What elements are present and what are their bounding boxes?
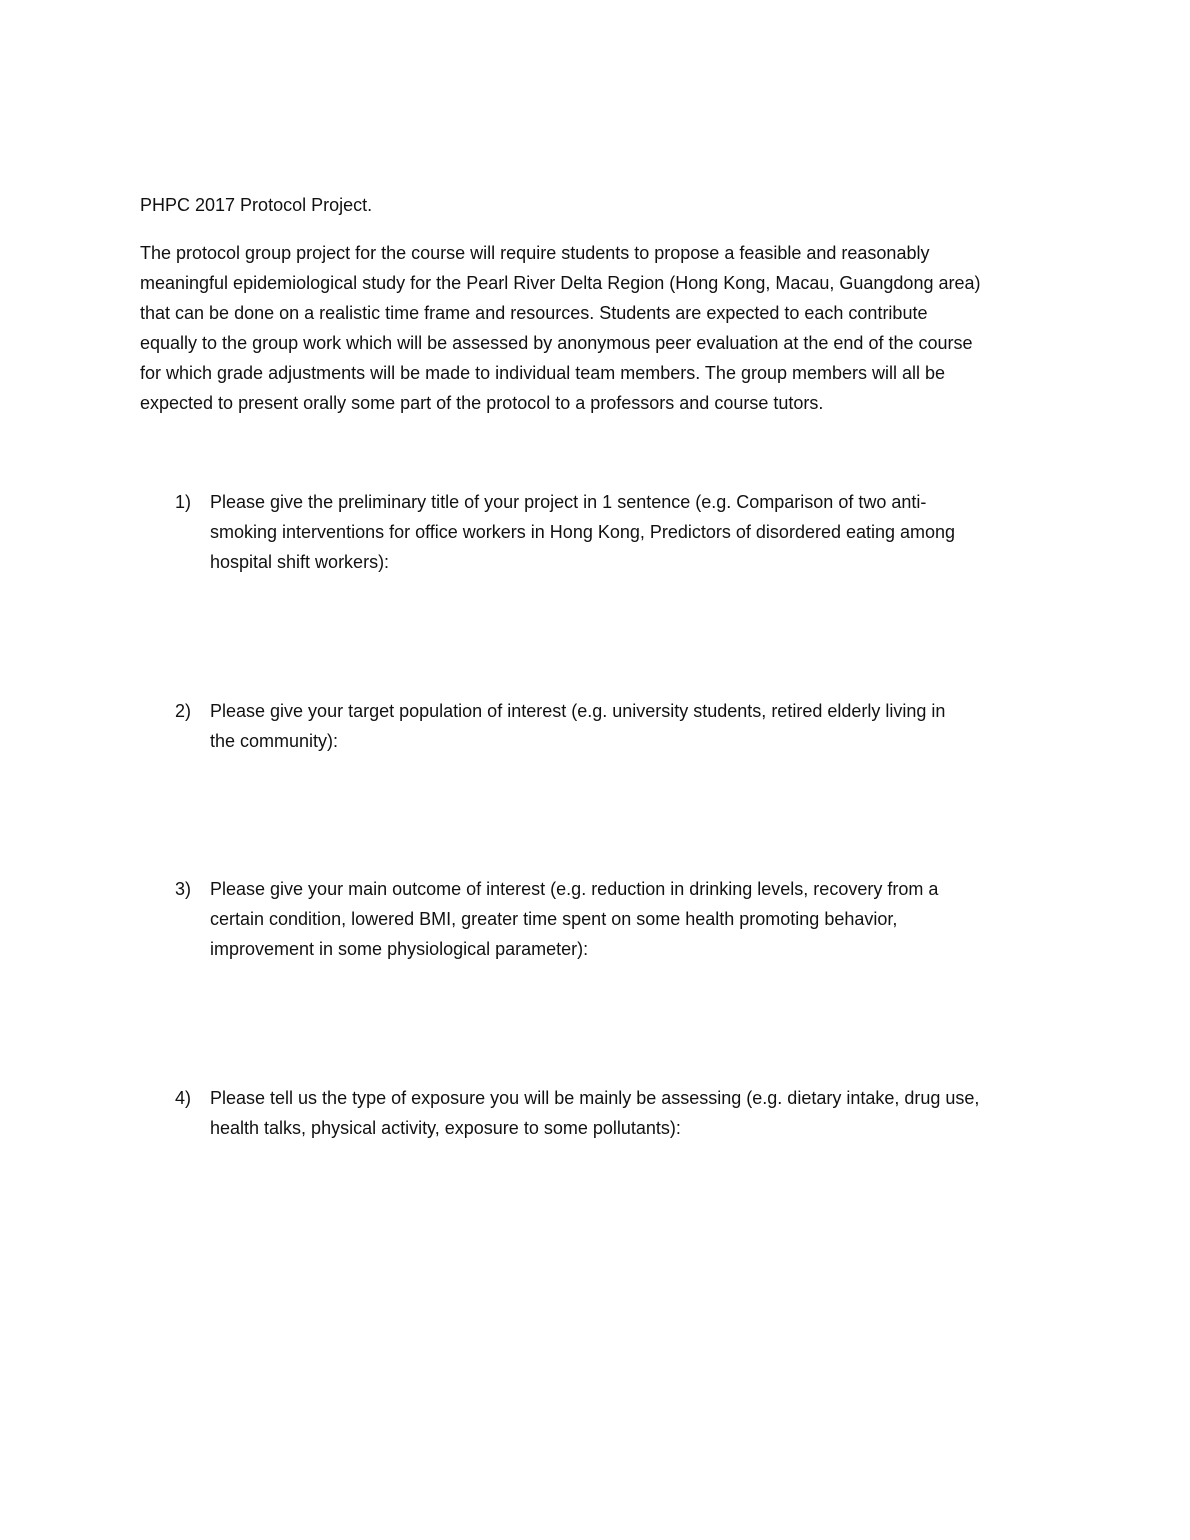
intro-line: equally to the group work which will be assessed by anonymous peer evaluation at the end of the course [140,333,973,353]
question-number: 4) [175,1088,192,1108]
intro-line: The protocol group project for the course will require students to propose a feasible and reasonably [140,243,930,263]
question-number: 2) [175,701,192,721]
intro-line: meaningful epidemiological study for the Pearl River Delta Region (Hong Kong, Macau, Guangdong area) [140,273,981,293]
question-number: 1) [175,492,192,512]
intro-line: for which grade adjustments will be made to individual team members. The group members will all be [140,363,946,383]
question-line: smoking interventions for office workers in Hong Kong, Predictors of disordered eating among [210,522,956,542]
question-line: Please give your target population of interest (e.g. university students, retired elderly living in [210,701,946,721]
question-line: improvement in some physiological parameter): [210,939,589,959]
question-line: Please give your main outcome of interest (e.g. reduction in drinking levels, recovery from a [210,879,939,899]
question-line: the community): [210,731,339,751]
question-text [210,874,1050,964]
question-line: health talks, physical activity, exposure to some pollutants): [210,1118,681,1138]
question-line: hospital shift workers): [210,552,390,572]
question-number: 3) [175,879,192,899]
question-text [210,487,1050,577]
question-line: certain condition, lowered BMI, greater time spent on some health promoting behavior, [210,909,898,929]
intro-line: that can be done on a realistic time frame and resources. Students are expected to each contribute [140,303,928,323]
question-line: Please tell us the type of exposure you will be mainly be assessing (e.g. dietary intake, drug use, [210,1088,980,1108]
question-text [210,696,1050,756]
question-text [210,1083,1050,1143]
intro-paragraph [140,238,1050,418]
intro-line: expected to present orally some part of the protocol to a professors and course tutors. [140,393,824,413]
question-line: Please give the preliminary title of your project in 1 sentence (e.g. Comparison of two anti- [210,492,927,512]
document-title: PHPC 2017 Protocol Project. [140,195,373,215]
